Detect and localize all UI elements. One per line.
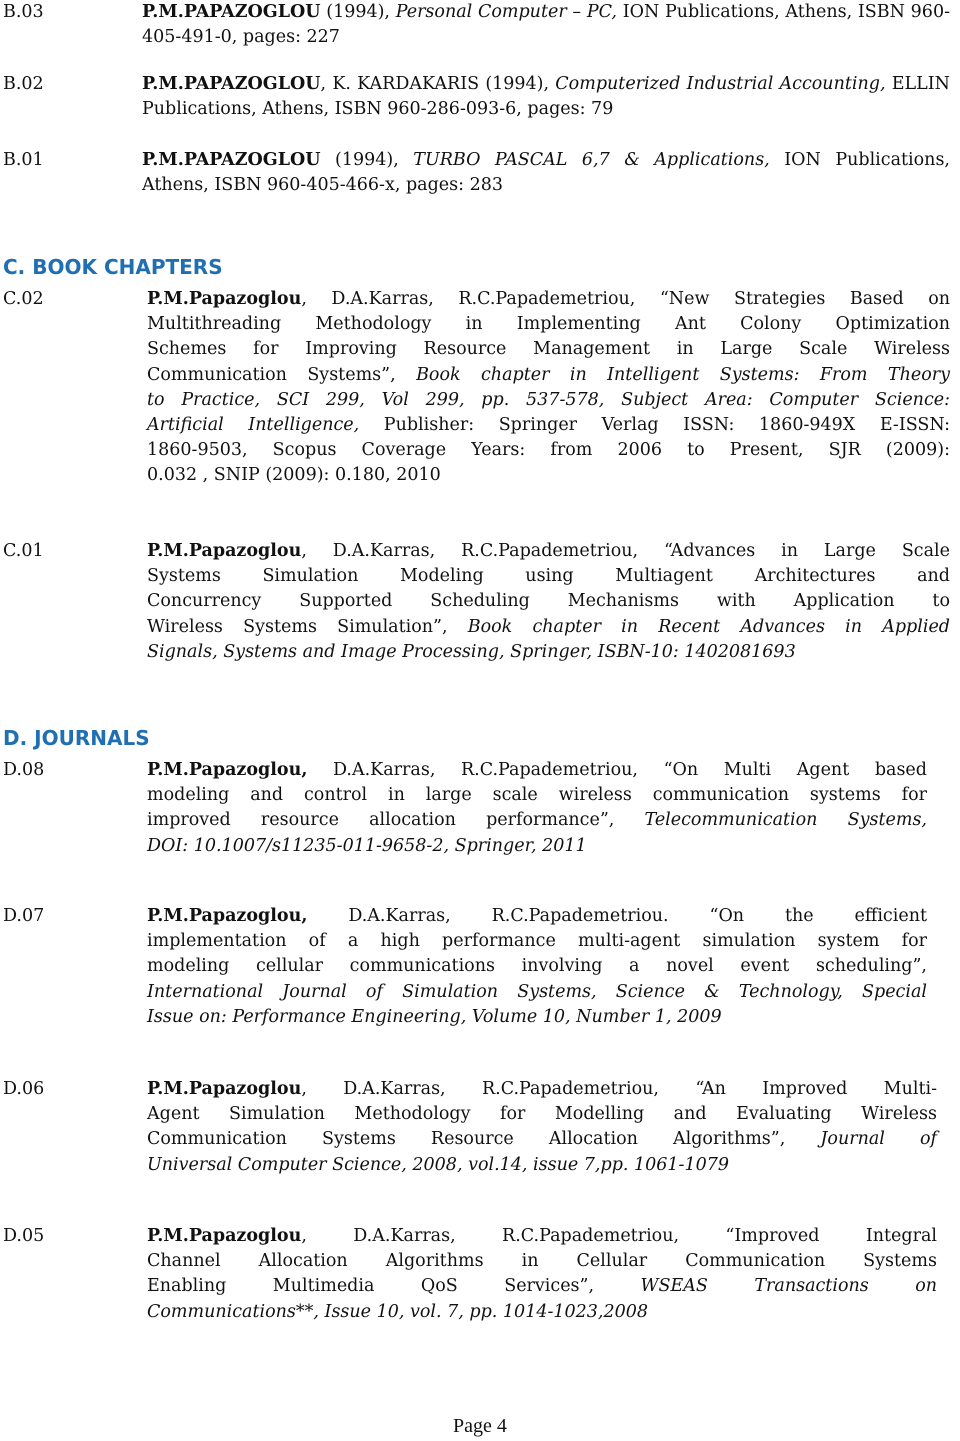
entry-number: D.05 [3,1226,45,1246]
entry-text: D.A.Karras, R.C.Papademetriou. “On the efficient [307,906,927,926]
author: P.M.Papazoglou [147,1079,302,1099]
entry-text: Communication Systems”, [147,364,417,385]
page-number: Page 4 [453,1415,507,1437]
entry-text: , D.A.Karras, R.C.Papademetriou, “An Improved Multi- [301,1079,937,1099]
entry-line: DOI: 10.1007/s11235-011-9658-2, Springer, 2011 [147,835,587,856]
entry-line: Universal Computer Science, 2008, vol.14, issue 7,pp. 1061-1079 [147,1154,730,1175]
entry-line [147,287,950,312]
author: P.M.PAPAZOGLOU [142,74,321,94]
entry-line [147,539,950,564]
entry-line: Schemes for Improving Resource Management in Large Scale Wireless [147,339,950,360]
entry-line [147,413,950,438]
entry-line: modeling cellular communications involving a novel event scheduling”, [147,956,927,977]
entry-text: , D.A.Karras, R.C.Papademetriou, “New Strategies Based on [301,289,950,309]
entry-body [147,758,927,859]
entry-body [147,1077,937,1178]
publication-title: Telecommunication Systems, [644,810,927,831]
publication-title: Computerized Industrial Accounting, [555,74,886,94]
entry-line [147,615,950,640]
publication-title: Book chapter in Intelligent Systems: From Theory [416,364,950,385]
entry-line: 0.032 , SNIP (2009): 0.180, 2010 [147,465,441,486]
entry-number: C.02 [3,289,44,309]
publication-title: WSEAS Transactions on [640,1276,937,1297]
entry-text: (1994), [320,150,414,170]
entry-text: improved resource allocation performance”, [147,810,645,831]
entry-number: D.07 [3,906,45,926]
entry-body [147,904,927,1030]
entry-line [147,808,927,833]
entry-number: B.03 [3,2,44,22]
entry-number: C.01 [3,541,44,561]
author: P.M.PAPAZOGLOU [142,150,321,170]
entry-number: B.02 [3,74,44,94]
author: P.M.Papazoglou, [147,906,308,926]
entry-body [142,0,950,49]
author: P.M.Papazoglou [147,1226,302,1246]
entry-line: Issue on: Performance Engineering, Volume 10, Number 1, 2009 [147,1006,722,1027]
entry-text: , K. KARDAKARIS (1994), [320,74,556,94]
entry-line: Concurrency Supported Scheduling Mechanisms with Application to [147,591,950,612]
entry-text: Communication Systems Resource Allocation Algorithms”, [147,1129,821,1150]
entry-line [147,1274,937,1299]
author: P.M.Papazoglou, [147,760,308,780]
entry-line: Communications**, Issue 10, vol. 7, pp. 1014-1023,2008 [147,1301,649,1322]
publication-title: TURBO PASCAL 6,7 & Applications, [413,150,770,170]
entry-text: (1994), [320,2,396,22]
entry-line [147,1077,937,1102]
entry-body [147,539,950,665]
entry-line: Systems Simulation Modeling using Multiagent Architectures and [147,566,950,587]
entry-line: Signals, Systems and Image Processing, Springer, ISBN-10: 1402081693 [147,641,796,662]
publication-title: Book chapter in Recent Advances in Applied [467,616,950,637]
entry-text: ION Publications, Athens, ISBN 960-405-466-x, pages: 283 [142,150,950,195]
entry-text: D.A.Karras, R.C.Papademetriou, “On Multi Agent based [307,760,927,780]
entry-text: ION Publications, Athens, ISBN 960-405-491-0, pages: 227 [142,2,950,47]
entry-text: Wireless Systems Simulation”, [147,616,468,637]
entry-line: to Practice, SCI 299, Vol 299, pp. 537-578, Subject Area: Computer Science: [147,389,950,410]
entry-body [147,1224,937,1325]
entry-number: D.06 [3,1079,45,1099]
entry-line [147,1127,937,1152]
entry-line: modeling and control in large scale wireless communication systems for [147,785,927,806]
author: P.M.Papazoglou [147,541,302,561]
entry-line: Agent Simulation Methodology for Modelling and Evaluating Wireless [147,1104,937,1125]
entry-text: Enabling Multimedia QoS Services”, [147,1276,641,1297]
entry-body [142,72,950,121]
entry-line [147,363,950,388]
author: P.M.Papazoglou [147,289,302,309]
entry-line [147,758,927,783]
entry-line: International Journal of Simulation Systems, Science & Technology, Special [147,981,927,1002]
entry-number: D.08 [3,760,45,780]
entry-number: B.01 [3,150,44,170]
entry-text: ELLIN Publications, Athens, ISBN 960-286-093-6, pages: 79 [142,74,950,119]
section-heading-book-chapters: C. BOOK CHAPTERS [3,255,223,279]
entry-text: , D.A.Karras, R.C.Papademetriou, “Advances in Large Scale [301,541,950,561]
entry-line: 1860-9503, Scopus Coverage Years: from 2006 to Present, SJR (2009): [147,440,950,461]
entry-line: Multithreading Methodology in Implementing Ant Colony Optimization [147,314,950,335]
entry-text: Publisher: Springer Verlag ISSN: 1860-949X E-ISSN: [359,415,950,436]
publication-title: Journal of [820,1129,937,1150]
entry-text: , D.A.Karras, R.C.Papademetriou, “Improved Integral [301,1226,937,1246]
entry-line: implementation of a high performance multi-agent simulation system for [147,931,927,952]
section-heading-journals: D. JOURNALS [3,726,150,750]
entry-line [147,904,927,929]
entry-body [147,287,950,489]
entry-line: Channel Allocation Algorithms in Cellular Communication Systems [147,1251,937,1272]
author: P.M.PAPAZOGLOU [142,2,321,22]
entry-line [147,1224,937,1249]
publication-title: Artificial Intelligence, [147,415,360,436]
entry-body [142,148,950,197]
publication-title: Personal Computer – PC, [395,2,617,22]
